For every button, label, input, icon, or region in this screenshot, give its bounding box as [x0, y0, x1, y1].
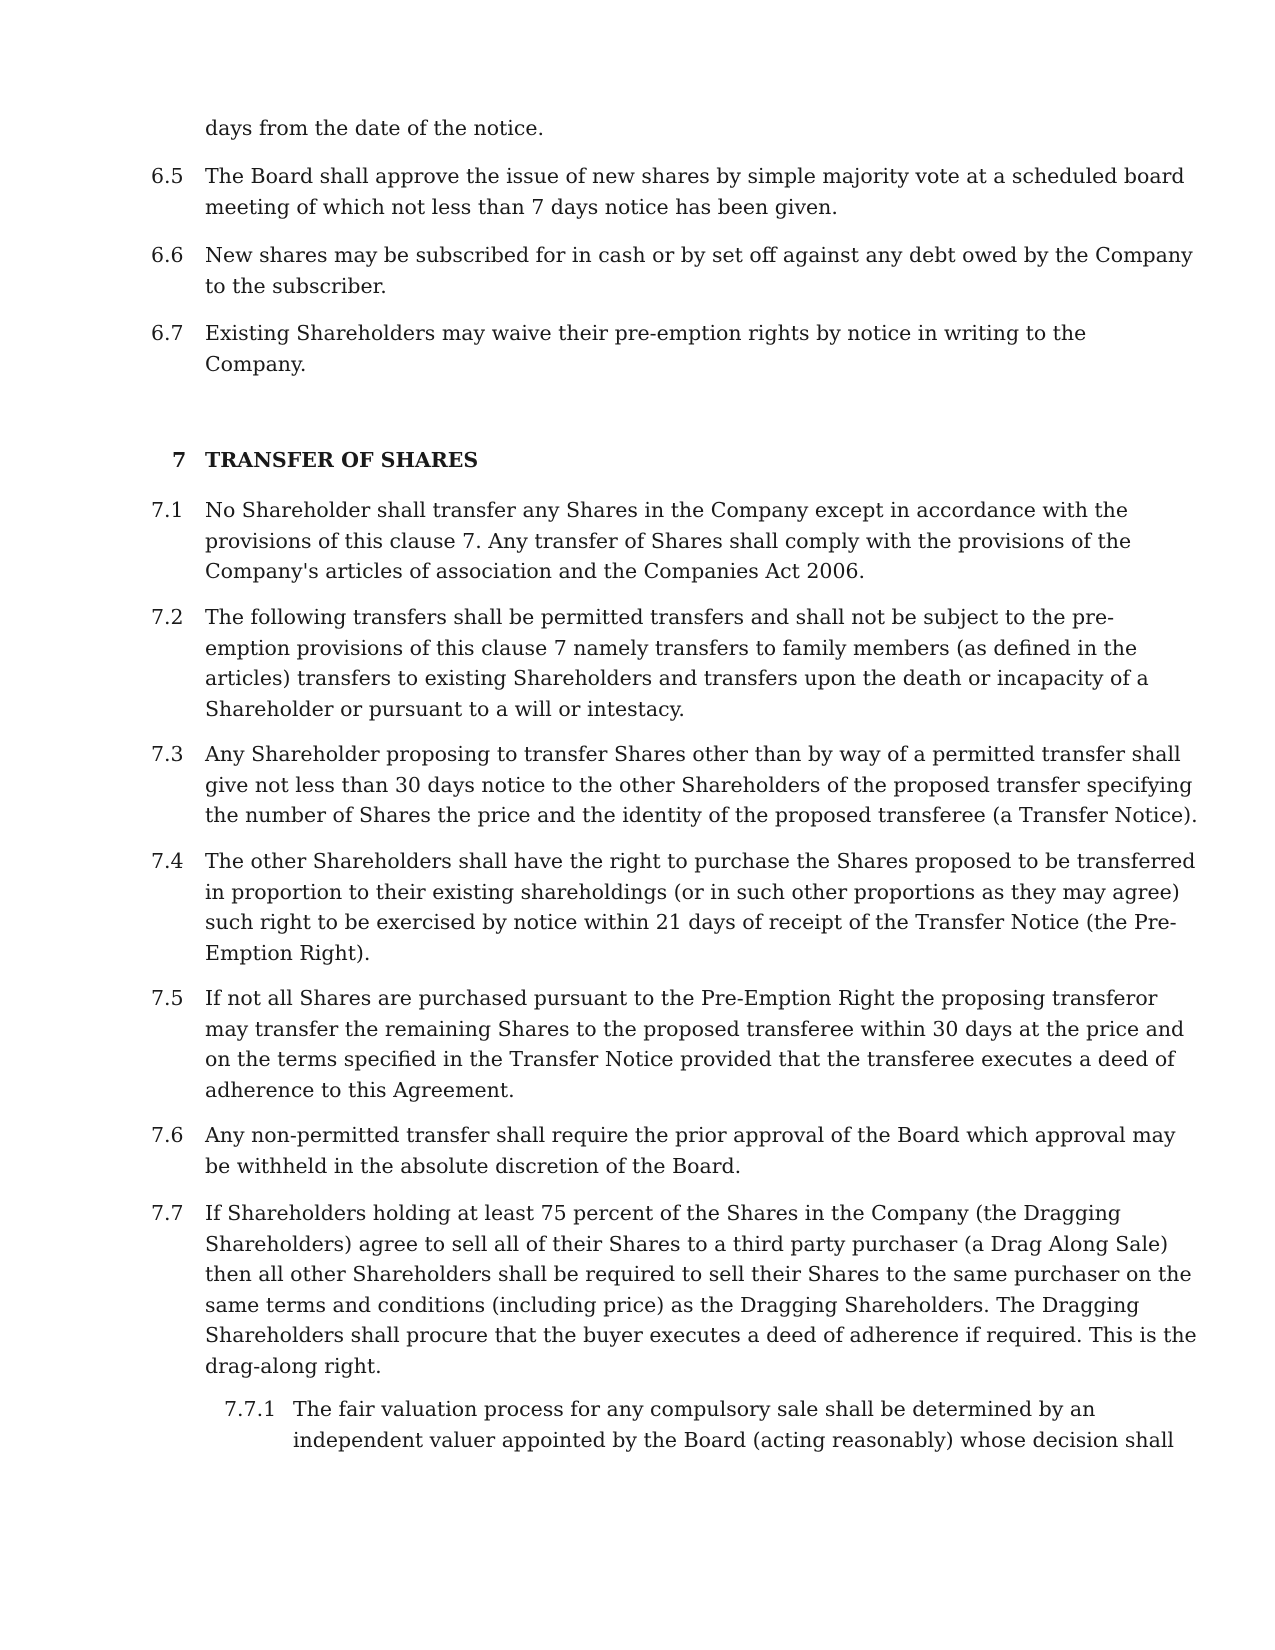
- continuation-text: days from the date of the notice.: [205, 116, 544, 140]
- clause-line: No Shareholder shall transfer any Shares in the Company except in accordance with the: [205, 498, 1128, 522]
- clause-number: 7.3: [151, 742, 184, 766]
- section-number: 7: [172, 448, 187, 472]
- clause-text: [205, 1120, 1176, 1181]
- clause-text: [205, 318, 1125, 379]
- clause-text: [205, 739, 1198, 831]
- clause-line: The Board shall approve the issue of new shares by simple majority vote at a scheduled board: [205, 164, 1185, 188]
- subclause-text: [293, 1394, 1174, 1455]
- clause-line: independent valuer appointed by the Board (acting reasonably) whose decision shall: [293, 1427, 1174, 1452]
- clause-line: be withheld in the absolute discretion of the Board.: [205, 1153, 742, 1178]
- clause-line: articles) transfers to existing Shareholders and transfers upon the death or incapacity of a: [205, 666, 1149, 690]
- clause-line: Shareholders shall procure that the buyer executes a deed of adherence if required. This is the: [205, 1323, 1197, 1347]
- clause-line: If not all Shares are purchased pursuant to the Pre-Emption Right the proposing transferor: [205, 986, 1158, 1010]
- clause-line: Shareholder or pursuant to a will or intestacy.: [205, 696, 685, 721]
- clause-number: 7.4: [151, 849, 184, 873]
- clause-line: give not less than 30 days notice to the other Shareholders of the proposed transfer specifying: [205, 772, 1193, 797]
- clause-number: 7.7: [151, 1201, 184, 1225]
- clause-line: such right to be exercised by notice within 21 days of receipt of the Transfer Notice (the Pre-: [205, 910, 1177, 934]
- clause-line: Existing Shareholders may waive their pre-emption rights by notice in writing to the: [205, 321, 1087, 345]
- clause-line: same terms and conditions (including price) as the Dragging Shareholders. The Dragging: [205, 1292, 1140, 1317]
- clause-line: adherence to this Agreement.: [205, 1077, 515, 1102]
- section-title: TRANSFER OF SHARES: [205, 448, 479, 472]
- clause-line: to the subscriber.: [205, 273, 387, 298]
- clause-number: 6.6: [151, 243, 184, 267]
- clause-text: [205, 602, 1149, 724]
- clause-line: Company.: [205, 351, 307, 376]
- clause-text: [205, 983, 1185, 1105]
- clause-line: Any Shareholder proposing to transfer Shares other than by way of a permitted transfer shall: [205, 742, 1181, 766]
- clause-line: may transfer the remaining Shares to the proposed transferee within 30 days at the price and: [205, 1016, 1185, 1041]
- clause-line: the number of Shares the price and the identity of the proposed transferee (a Transfer Notice).: [205, 803, 1198, 827]
- clause-number: 6.5: [151, 164, 184, 188]
- clause-line: drag-along right.: [205, 1353, 382, 1378]
- clause-text: [205, 495, 1132, 587]
- clause-line: The following transfers shall be permitted transfers and shall not be subject to the pre-: [205, 605, 1115, 629]
- clause-text: [205, 846, 1196, 968]
- clause-line: in proportion to their existing shareholdings (or in such other proportions as they may agree): [205, 879, 1180, 904]
- clause-line: Any non-permitted transfer shall require the prior approval of the Board which approval may: [205, 1123, 1176, 1147]
- clause-number: 6.7: [151, 321, 184, 345]
- clause-line: If Shareholders holding at least 75 percent of the Shares in the Company (the Dragging: [205, 1201, 1121, 1225]
- clause-line: Shareholders) agree to sell all of their Shares to a third party purchaser (a Drag Along Sale): [205, 1231, 1169, 1256]
- clause-line: The fair valuation process for any compulsory sale shall be determined by an: [293, 1397, 1096, 1421]
- clause-number: 7.2: [151, 605, 184, 629]
- clause-line: Emption Right).: [205, 940, 371, 965]
- clause-text: [205, 240, 1193, 301]
- clause-line: then all other Shareholders shall be required to sell their Shares to the same purchaser on the: [205, 1262, 1192, 1286]
- clause-number: 7.1: [151, 498, 184, 522]
- clause-line: New shares may be subscribed for in cash or by set off against any debt owed by the Company: [205, 243, 1193, 267]
- clause-line: provisions of this clause 7. Any transfer of Shares shall comply with the provisions of the: [205, 528, 1132, 553]
- clause-line: on the terms specified in the Transfer Notice provided that the transferee executes a deed of: [205, 1047, 1175, 1071]
- clause-text: [205, 1198, 1197, 1381]
- clause-text: [205, 161, 1185, 222]
- clause-line: Company's articles of association and the Companies Act 2006.: [205, 559, 866, 583]
- clause-line: emption provisions of this clause 7 namely transfers to family members (as defined in the: [205, 635, 1138, 660]
- clause-number: 7.5: [151, 986, 184, 1010]
- subclause-number: 7.7.1: [224, 1397, 277, 1421]
- clause-line: The other Shareholders shall have the right to purchase the Shares proposed to be transferred: [205, 849, 1196, 873]
- clause-line: meeting of which not less than 7 days notice has been given.: [205, 194, 838, 219]
- clause-number: 7.6: [151, 1123, 184, 1147]
